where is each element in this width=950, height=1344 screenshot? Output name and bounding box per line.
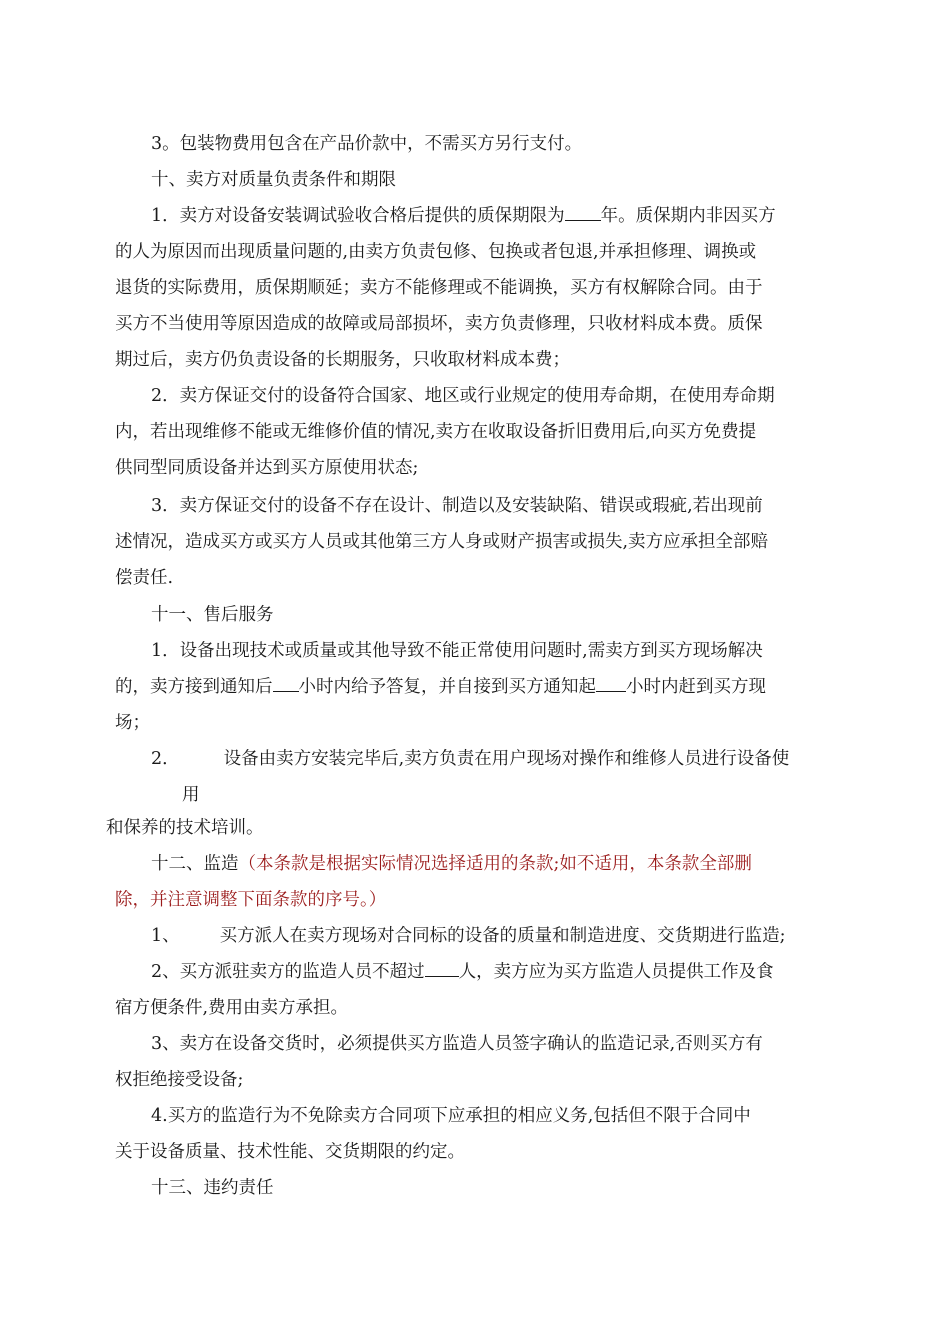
editorial-note: （本条款是根据实际情况选择适用的条款;如不适用，本条款全部删 <box>238 854 752 874</box>
text: 2． <box>151 749 180 769</box>
text: 用 <box>182 785 200 805</box>
text: 退货的实际费用，质保期顺延；卖方不能修理或不能调换，买方有权解除合同。由于 <box>115 278 763 298</box>
fill-blank <box>425 958 459 977</box>
paragraph-line <box>115 990 348 1026</box>
heading-text: 十一、售后服务 <box>151 605 274 625</box>
section-heading <box>151 162 396 198</box>
text: 权拒绝接受设备; <box>115 1070 244 1090</box>
paragraph-line <box>151 954 774 990</box>
paragraph-line <box>151 1098 751 1134</box>
paragraph-line <box>115 450 418 486</box>
text: 1、 <box>151 926 180 946</box>
text: 4.买方的监造行为不免除卖方合同项下应承担的相应义务,包括但不限于合同中 <box>151 1106 751 1126</box>
fill-blank <box>565 202 601 221</box>
paragraph-line <box>106 810 264 846</box>
text: 内，若出现维修不能或无维修价值的情况,卖方在收取设备折旧费用后,向买方免费提 <box>115 422 757 442</box>
fill-blank <box>596 673 626 692</box>
text: 小时内给予答复，并自接到买方通知起 <box>298 677 596 697</box>
text: 年。质保期内非因买方 <box>600 206 776 226</box>
heading-text: 十、卖方对质量负责条件和期限 <box>151 170 396 190</box>
text: 3、卖方在设备交货时，必须提供买方监造人员签字确认的监造记录,否则买方有 <box>151 1034 763 1054</box>
text: 人，卖方应为买方监造人员提供工作及食 <box>458 962 774 982</box>
text: 2、买方派驻卖方的监造人员不超过 <box>151 962 425 982</box>
paragraph-line <box>151 741 789 777</box>
fill-blank <box>273 673 299 692</box>
text: 1．卖方对设备安装调试验收合格后提供的质保期限为 <box>151 206 565 226</box>
paragraph-line <box>115 270 763 306</box>
text: 的，卖方接到通知后 <box>115 677 273 697</box>
text: 偿责任. <box>115 568 174 588</box>
text: 买方不当使用等原因造成的故障或局部损坏，卖方负责修理，只收材料成本费。质保 <box>115 314 763 334</box>
text: 供同型同质设备并达到买方原使用状态; <box>115 458 419 478</box>
text: 关于设备质量、技术性能、交货期限的约定。 <box>115 1142 465 1162</box>
paragraph-line <box>115 1134 465 1170</box>
paragraph-line <box>115 560 173 596</box>
text: 期过后，卖方仍负责设备的长期服务，只收取材料成本费； <box>115 350 570 370</box>
paragraph-line <box>182 777 200 813</box>
text: 述情况，造成买方或买方人员或其他第三方人身或财产损害或损失,卖方应承担全部赔 <box>115 532 769 552</box>
text: 买方派人在卖方现场对合同标的设备的质量和制造进度、交货期进行监造; <box>219 926 786 946</box>
section-heading <box>151 846 752 882</box>
text: 场； <box>115 713 150 733</box>
paragraph-line <box>151 126 582 162</box>
paragraph-line <box>115 524 768 560</box>
paragraph-line <box>151 198 776 234</box>
heading-text: 十二、监造 <box>151 854 239 874</box>
text: 的人为原因而出现质量问题的,由卖方负责包修、包换或者包退,并承担修理、调换或 <box>115 242 757 262</box>
section-heading <box>151 1170 274 1206</box>
paragraph-line <box>151 378 775 414</box>
paragraph-line <box>115 414 756 450</box>
text: 小时内赶到买方现 <box>626 677 766 697</box>
text: 3．卖方保证交付的设备不存在设计、制造以及安装缺陷、错误或瑕疵,若出现前 <box>151 496 763 516</box>
section-heading <box>151 597 274 633</box>
paragraph-line <box>115 342 570 378</box>
paragraph-line <box>151 633 763 669</box>
heading-text: 十三、违约责任 <box>151 1178 274 1198</box>
editorial-note-line <box>115 882 386 918</box>
text: 3。包装物费用包含在产品价款中，不需买方另行支付。 <box>151 134 583 154</box>
paragraph-line <box>115 1062 243 1098</box>
text: 设备由卖方安装完毕后,卖方负责在用户现场对操作和维修人员进行设备使 <box>223 749 790 769</box>
text: 宿方便条件,费用由卖方承担。 <box>115 998 349 1018</box>
text: 2．卖方保证交付的设备符合国家、地区或行业规定的使用寿命期，在使用寿命期 <box>151 386 775 406</box>
paragraph-line <box>151 1026 763 1062</box>
text: 1．设备出现技术或质量或其他导致不能正常使用问题时,需卖方到买方现场解决 <box>151 641 763 661</box>
paragraph-line <box>115 234 756 270</box>
paragraph-line <box>115 306 763 342</box>
paragraph-line <box>151 488 763 524</box>
editorial-note: 除，并注意调整下面条款的序号。） <box>115 890 387 910</box>
text: 和保养的技术培训。 <box>106 818 264 838</box>
paragraph-line <box>115 705 150 741</box>
paragraph-line <box>151 918 786 954</box>
paragraph-line <box>115 669 766 705</box>
